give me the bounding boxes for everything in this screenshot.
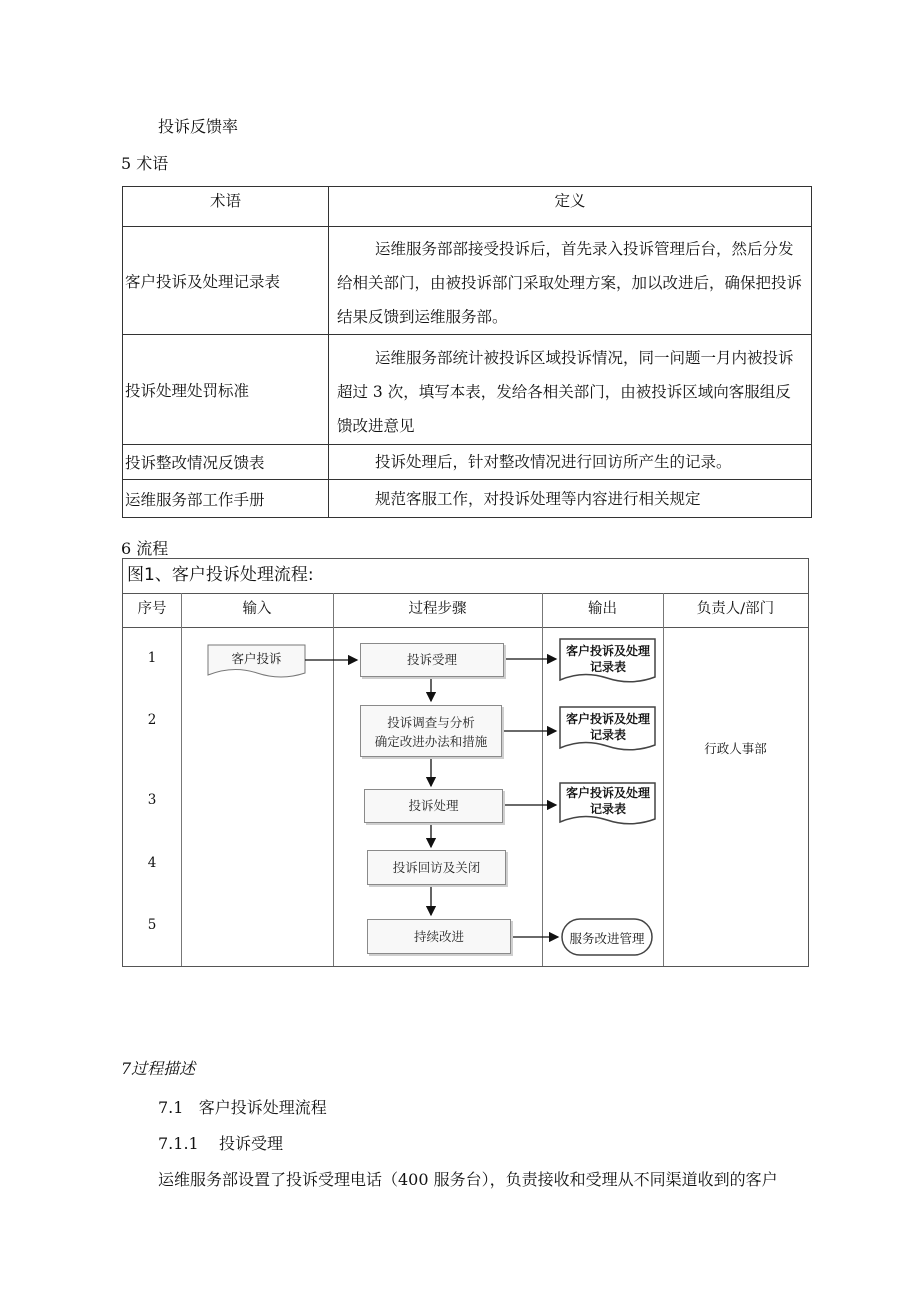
section6-heading: 6 流程 [121,539,169,558]
term-cell: 投诉处理处罚标准 [123,335,329,445]
table-row [123,227,812,335]
table-row [123,335,812,445]
step-box-handle: 投诉处理 [364,789,503,823]
flow-figure [122,558,809,967]
intro-line: 投诉反馈率 [158,117,239,136]
step-number: 5 [147,917,157,933]
flow-title: 图1、客户投诉处理流程: [123,559,808,594]
section7-paragraph: 运维服务部设置了投诉受理电话（400 服务台），负责接收和受理从不同渠道收到的客户 [158,1170,778,1189]
col-header-output: 输出 [542,593,663,628]
step-number: 4 [147,855,157,871]
col-header-process: 过程步骤 [333,593,542,628]
step-number: 1 [147,650,157,666]
table-row [123,445,812,480]
col-header-seq: 序号 [123,593,181,628]
term-cell: 客户投诉及处理记录表 [123,227,329,335]
step-box-accept: 投诉受理 [360,643,504,677]
step-box-followup: 投诉回访及关闭 [367,850,506,885]
term-cell: 投诉整改情况反馈表 [123,445,329,480]
section7-heading: 7过程描述 [121,1059,196,1078]
terms-header-term: 术语 [123,187,329,227]
output-document-label: 客户投诉及处理记录表 [566,786,651,816]
flow-connectors [123,559,808,966]
terminal-label: 服务改进管理 [569,931,645,946]
output-document-label: 客户投诉及处理记录表 [566,644,651,674]
definition-cell: 规范客服工作，对投诉处理等内容进行相关规定 [329,480,812,518]
section5-heading: 5 术语 [121,154,169,173]
col-header-input: 输入 [181,593,333,628]
definition-cell: 运维服务部统计被投诉区域投诉情况，同一问题一月内被投诉超过 3 次，填写本表，发给各相关部门，由被投诉区域向客服组反馈改进意见 [329,335,812,445]
step-number: 2 [147,712,157,728]
definition-cell: 运维服务部部接受投诉后，首先录入投诉管理后台，然后分发给相关部门，由被投诉部门采取处理方案，加以改进后，确保把投诉结果反馈到运维服务部。 [329,227,812,335]
section7-sub11: 7.1.1 投诉受理 [158,1134,284,1153]
section7-sub1: 7.1 客户投诉处理流程 [158,1098,327,1117]
terms-table [122,186,812,518]
table-row [123,480,812,518]
step-number: 3 [147,792,157,808]
col-header-responsible: 负责人/部门 [663,593,808,628]
terms-header-definition: 定义 [329,187,812,227]
responsible-department: 行政人事部 [704,741,767,756]
step-box-investigate: 投诉调查与分析 确定改进办法和措施 [360,705,502,757]
input-document-label: 客户投诉 [231,651,282,666]
definition-cell: 投诉处理后，针对整改情况进行回访所产生的记录。 [329,445,812,480]
step-box-improve: 持续改进 [367,919,511,954]
term-cell: 运维服务部工作手册 [123,480,329,518]
output-document-label: 客户投诉及处理记录表 [566,712,651,742]
